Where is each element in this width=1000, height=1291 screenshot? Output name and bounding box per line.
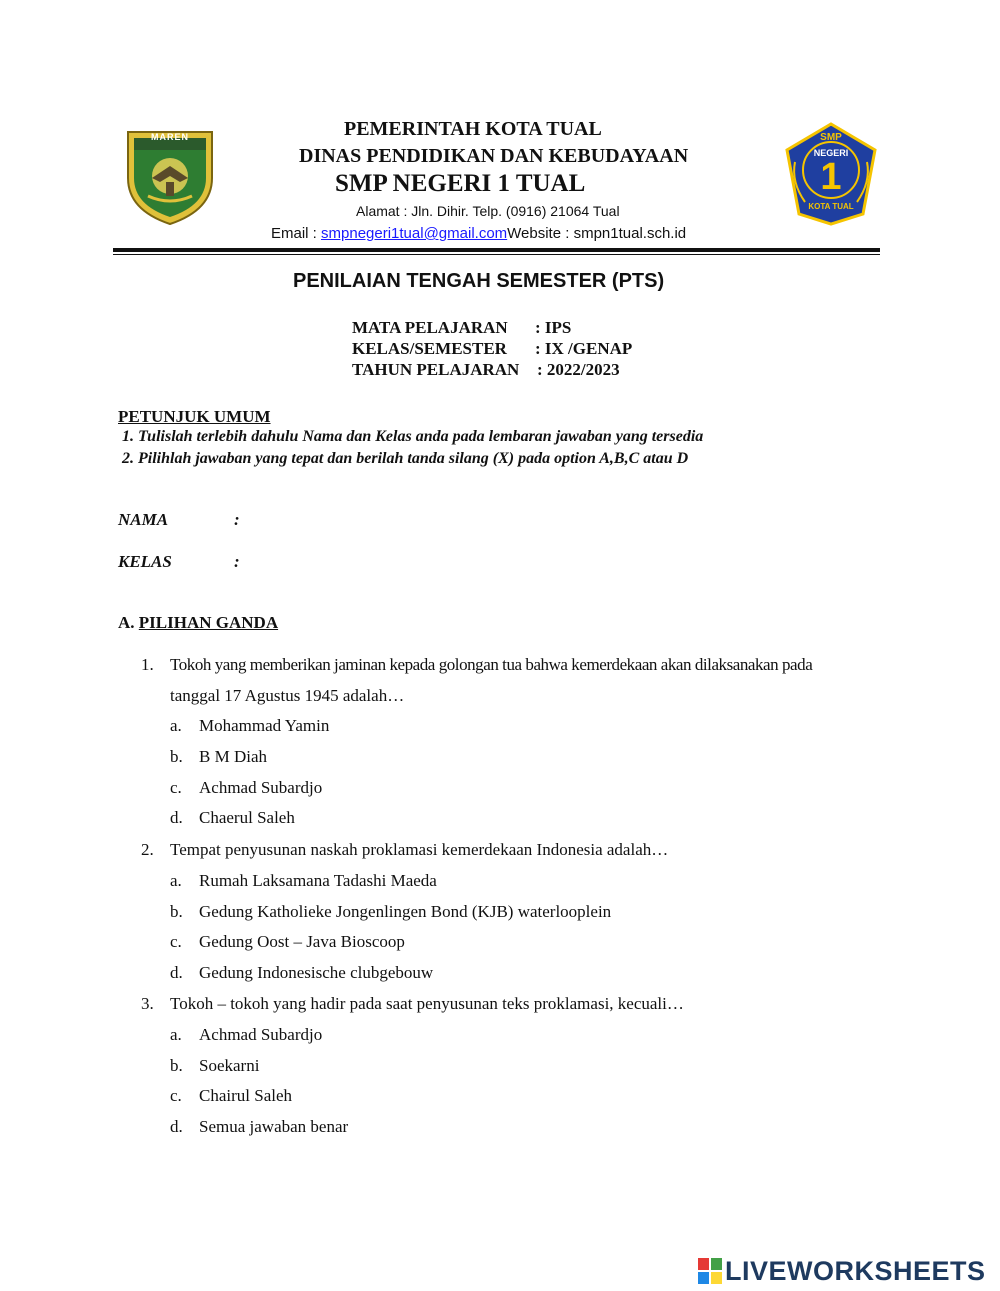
- right-logo-bottom-text: KOTA TUAL: [808, 202, 854, 211]
- question-text: Tokoh yang memberikan jaminan kepada golongan tua bahwa kemerdekaan akan dilaksanakan pada: [170, 655, 813, 674]
- instruction-item: 1. Tulislah terlebih dahulu Nama dan Kelas anda pada lembaran jawaban yang tersedia: [122, 428, 704, 445]
- left-crest-label: MAREN: [151, 132, 189, 142]
- answer-option[interactable]: [170, 1025, 322, 1045]
- option-text: Achmad Subardjo: [199, 778, 323, 797]
- option-letter: c.: [170, 778, 182, 797]
- email-label: Email :: [271, 225, 322, 242]
- instructions-heading: PETUNJUK UMUM: [118, 407, 271, 426]
- liveworksheets-watermark: [697, 1254, 986, 1288]
- meta-subject: [352, 317, 632, 338]
- option-letter: a.: [170, 716, 182, 735]
- name-field-label: NAMA: [118, 510, 169, 529]
- option-letter: c.: [170, 932, 182, 951]
- answer-option[interactable]: [170, 902, 611, 922]
- answer-option[interactable]: [170, 963, 433, 983]
- option-letter: d.: [170, 1117, 183, 1136]
- school-address: Alamat : Jln. Dihir. Telp. (0916) 21064 Tual: [356, 203, 620, 219]
- instruction-item: 2. Pilihlah jawaban yang tepat dan berilah tanda silang (X) pada option A,B,C atau D: [122, 450, 689, 467]
- meta-value: : IPS: [535, 318, 572, 337]
- question-number: 2.: [141, 840, 154, 859]
- meta-key: KELAS/SEMESTER: [352, 339, 507, 358]
- liveworksheets-text: LIVEWORKSHEETS: [725, 1255, 986, 1286]
- class-field-input[interactable]: [250, 550, 650, 574]
- option-text: Chaerul Saleh: [199, 808, 295, 827]
- answer-option[interactable]: [170, 1056, 259, 1076]
- class-field-label: KELAS: [118, 552, 172, 571]
- exam-title: PENILAIAN TENGAH SEMESTER (PTS): [293, 270, 665, 292]
- option-text: Gedung Indonesische clubgebouw: [199, 963, 434, 982]
- option-text: Gedung Katholieke Jongenlingen Bond (KJB) waterlooplein: [199, 902, 612, 921]
- option-text: B M Diah: [199, 747, 267, 766]
- answer-option[interactable]: [170, 808, 295, 828]
- letterhead-line-1: PEMERINTAH KOTA TUAL: [344, 118, 602, 140]
- option-text: Achmad Subardjo: [199, 1025, 323, 1044]
- option-letter: a.: [170, 1025, 182, 1044]
- section-title: PILIHAN GANDA: [138, 613, 279, 632]
- letterhead-divider-thin: [113, 254, 880, 255]
- contact-line: [271, 225, 686, 242]
- meta-key: TAHUN PELAJARAN: [352, 360, 520, 379]
- option-letter: b.: [170, 1056, 183, 1075]
- meta-class-semester: [352, 338, 632, 359]
- option-letter: b.: [170, 747, 183, 766]
- option-letter: a.: [170, 871, 182, 890]
- answer-option[interactable]: [170, 778, 322, 798]
- option-text: Semua jawaban benar: [199, 1117, 349, 1136]
- option-letter: d.: [170, 808, 183, 827]
- option-letter: d.: [170, 963, 183, 982]
- letterhead-line-2: DINAS PENDIDIKAN DAN KEBUDAYAAN: [299, 145, 689, 167]
- website-text: Website : smpn1tual.sch.id: [507, 225, 687, 242]
- left-crest-logo: [122, 126, 218, 226]
- liveworksheets-icon: [697, 1257, 723, 1285]
- question-text: Tokoh – tokoh yang hadir pada saat penyusunan teks proklamasi, kecuali…: [170, 994, 684, 1013]
- answer-option[interactable]: [170, 871, 437, 891]
- answer-option[interactable]: [170, 747, 267, 767]
- option-text: Chairul Saleh: [199, 1086, 293, 1105]
- question-number: 3.: [141, 994, 154, 1013]
- answer-option[interactable]: [170, 1117, 348, 1137]
- question-text-continued: tanggal 17 Agustus 1945 adalah…: [170, 686, 405, 705]
- answer-option[interactable]: [170, 1086, 292, 1106]
- option-text: Gedung Oost – Java Bioscoop: [199, 932, 405, 951]
- email-link[interactable]: smpnegeri1tual@gmail.com: [321, 225, 508, 242]
- meta-key: MATA PELAJARAN: [352, 318, 508, 337]
- option-letter: c.: [170, 1086, 182, 1105]
- section-prefix: A.: [118, 613, 135, 632]
- section-heading: [118, 613, 278, 633]
- option-text: Mohammad Yamin: [199, 716, 330, 735]
- right-school-logo: [781, 122, 881, 226]
- name-field-colon: :: [234, 510, 240, 529]
- option-text: Rumah Laksamana Tadashi Maeda: [199, 871, 437, 890]
- meta-value: : IX /GENAP: [535, 339, 633, 358]
- name-field-input[interactable]: [250, 508, 650, 532]
- meta-value: : 2022/2023: [537, 360, 620, 379]
- answer-option[interactable]: [170, 932, 405, 952]
- exam-meta: [352, 317, 632, 380]
- class-field-colon: :: [234, 552, 240, 571]
- option-text: Soekarni: [199, 1056, 260, 1075]
- question-number: 1.: [141, 655, 154, 674]
- letterhead-divider-thick: [113, 248, 880, 252]
- right-logo-middle-text: NEGERI: [813, 148, 849, 158]
- answer-option[interactable]: [170, 716, 329, 736]
- question-text: Tempat penyusunan naskah proklamasi kemerdekaan Indonesia adalah…: [170, 840, 669, 859]
- right-logo-top-text: SMP: [820, 132, 842, 143]
- school-name: SMP NEGERI 1 TUAL: [335, 170, 586, 197]
- right-logo-number: 1: [820, 156, 842, 198]
- option-letter: b.: [170, 902, 183, 921]
- meta-academic-year: [352, 359, 632, 380]
